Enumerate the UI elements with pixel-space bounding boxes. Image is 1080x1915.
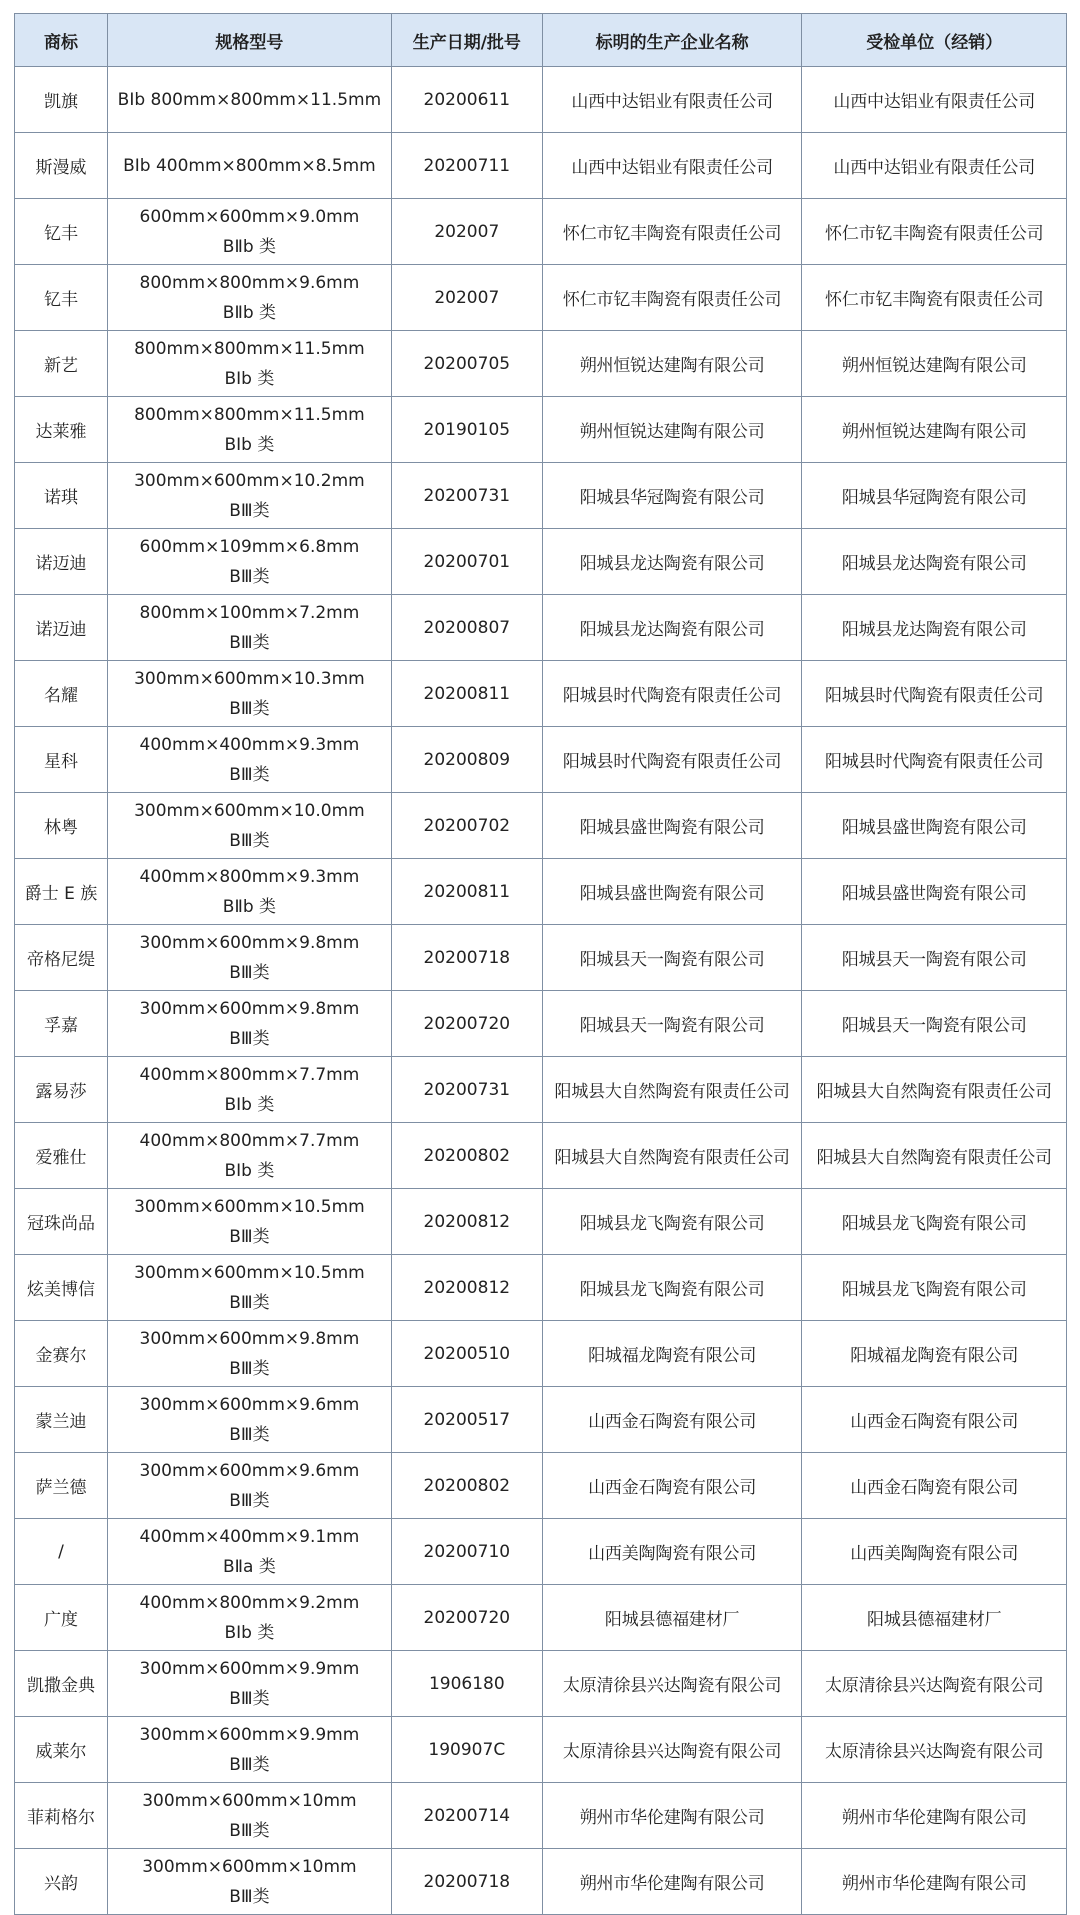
- cell-batch: 190907C: [391, 1717, 542, 1783]
- spec-line: BⅡb 类: [222, 236, 277, 257]
- cell-unit: 阳城县盛世陶瓷有限公司: [802, 859, 1067, 925]
- cell-maker: 太原清徐县兴达陶瓷有限公司: [542, 1651, 802, 1717]
- cell-maker: 阳城县盛世陶瓷有限公司: [542, 793, 802, 859]
- cell-maker: 山西金石陶瓷有限公司: [542, 1453, 802, 1519]
- cell-spec: [108, 661, 392, 727]
- cell-maker: 阳城县天一陶瓷有限公司: [542, 991, 802, 1057]
- spec-line: BⅢ类: [229, 1886, 270, 1907]
- table-row: [15, 661, 1067, 727]
- cell-maker: 阳城县天一陶瓷有限公司: [542, 925, 802, 991]
- cell-unit: 山西美陶陶瓷有限公司: [802, 1519, 1067, 1585]
- spec-line: 300mm×600mm×9.6mm: [139, 1394, 360, 1415]
- cell-brand: 林粤: [15, 793, 108, 859]
- cell-maker: 阳城县时代陶瓷有限责任公司: [542, 661, 802, 727]
- table-row: [15, 199, 1067, 265]
- cell-maker: 朔州市华伦建陶有限公司: [542, 1783, 802, 1849]
- cell-unit: 山西金石陶瓷有限公司: [802, 1453, 1067, 1519]
- cell-unit: 太原清徐县兴达陶瓷有限公司: [802, 1717, 1067, 1783]
- cell-batch: 20200812: [391, 1255, 542, 1321]
- table-row: [15, 67, 1067, 133]
- cell-spec: [108, 793, 392, 859]
- spec-line: 400mm×400mm×9.1mm: [139, 1526, 360, 1547]
- cell-maker: 朔州恒锐达建陶有限公司: [542, 331, 802, 397]
- cell-unit: 山西中达铝业有限责任公司: [802, 67, 1067, 133]
- cell-brand: 兴韵: [15, 1849, 108, 1915]
- cell-brand: 诺迈迪: [15, 595, 108, 661]
- table-row: [15, 793, 1067, 859]
- cell-spec: [108, 1849, 392, 1915]
- cell-spec: [108, 1387, 392, 1453]
- cell-spec: [108, 529, 392, 595]
- cell-batch: 20200731: [391, 463, 542, 529]
- cell-brand: /: [15, 1519, 108, 1585]
- cell-unit: 阳城县时代陶瓷有限责任公司: [802, 727, 1067, 793]
- header-row: [15, 14, 1067, 67]
- cell-spec: [108, 463, 392, 529]
- cell-maker: 朔州市华伦建陶有限公司: [542, 1849, 802, 1915]
- cell-batch: 20200711: [391, 133, 542, 199]
- cell-brand: 威莱尔: [15, 1717, 108, 1783]
- spec-line: 300mm×600mm×9.9mm: [139, 1658, 360, 1679]
- cell-brand: 爵士 E 族: [15, 859, 108, 925]
- cell-brand: 广度: [15, 1585, 108, 1651]
- cell-maker: 山西美陶陶瓷有限公司: [542, 1519, 802, 1585]
- cell-batch: 202007: [391, 265, 542, 331]
- cell-spec: [108, 1783, 392, 1849]
- cell-batch: 20190105: [391, 397, 542, 463]
- spec-line: 800mm×100mm×7.2mm: [139, 602, 360, 623]
- cell-unit: 阳城福龙陶瓷有限公司: [802, 1321, 1067, 1387]
- spec-line: BⅠb 类: [224, 1160, 275, 1181]
- cell-spec: [108, 1057, 392, 1123]
- table-row: [15, 397, 1067, 463]
- spec-line: BⅢ类: [229, 632, 270, 653]
- cell-brand: 帝格尼缇: [15, 925, 108, 991]
- spec-line: 600mm×109mm×6.8mm: [139, 536, 360, 557]
- cell-unit: 阳城县时代陶瓷有限责任公司: [802, 661, 1067, 727]
- spec-line: BⅢ类: [229, 1424, 270, 1445]
- cell-brand: 达莱雅: [15, 397, 108, 463]
- cell-spec: [108, 67, 392, 133]
- cell-maker: 太原清徐县兴达陶瓷有限公司: [542, 1717, 802, 1783]
- header-unit: 受检单位（经销）: [802, 14, 1067, 67]
- table-row: [15, 1387, 1067, 1453]
- cell-unit: 阳城县华冠陶瓷有限公司: [802, 463, 1067, 529]
- cell-batch: 20200720: [391, 1585, 542, 1651]
- spec-line: 300mm×600mm×10.3mm: [134, 668, 365, 689]
- cell-brand: 钇丰: [15, 199, 108, 265]
- header-maker: 标明的生产企业名称: [542, 14, 802, 67]
- cell-spec: [108, 1255, 392, 1321]
- spec-line: 300mm×600mm×9.6mm: [139, 1460, 360, 1481]
- cell-unit: 朔州恒锐达建陶有限公司: [802, 331, 1067, 397]
- cell-batch: 20200705: [391, 331, 542, 397]
- spec-line: BIb 400mm×800mm×8.5mm: [123, 155, 376, 176]
- spec-line: BⅢ类: [229, 962, 270, 983]
- table-row: [15, 727, 1067, 793]
- cell-batch: 20200811: [391, 859, 542, 925]
- table-row: [15, 1057, 1067, 1123]
- cell-unit: 山西金石陶瓷有限公司: [802, 1387, 1067, 1453]
- cell-spec: [108, 859, 392, 925]
- cell-unit: 阳城县天一陶瓷有限公司: [802, 925, 1067, 991]
- table-row: [15, 1453, 1067, 1519]
- spec-line: 300mm×600mm×10.0mm: [134, 800, 365, 821]
- spec-line: BⅢ类: [229, 1226, 270, 1247]
- cell-maker: 山西中达铝业有限责任公司: [542, 133, 802, 199]
- cell-maker: 阳城县龙飞陶瓷有限公司: [542, 1255, 802, 1321]
- cell-spec: [108, 925, 392, 991]
- table-row: [15, 595, 1067, 661]
- table-row: [15, 859, 1067, 925]
- table-row: [15, 1651, 1067, 1717]
- cell-unit: 怀仁市钇丰陶瓷有限责任公司: [802, 265, 1067, 331]
- cell-unit: 阳城县盛世陶瓷有限公司: [802, 793, 1067, 859]
- table-row: [15, 1585, 1067, 1651]
- table-row: [15, 991, 1067, 1057]
- cell-spec: [108, 1321, 392, 1387]
- table-row: [15, 1123, 1067, 1189]
- cell-maker: 阳城县龙达陶瓷有限公司: [542, 529, 802, 595]
- cell-maker: 阳城县大自然陶瓷有限责任公司: [542, 1057, 802, 1123]
- spec-line: BⅢ类: [229, 830, 270, 851]
- spec-line: 400mm×800mm×7.7mm: [139, 1130, 360, 1151]
- cell-unit: 阳城县大自然陶瓷有限责任公司: [802, 1123, 1067, 1189]
- header-batch: 生产日期/批号: [391, 14, 542, 67]
- table-row: [15, 1321, 1067, 1387]
- cell-brand: 金赛尔: [15, 1321, 108, 1387]
- table-row: [15, 529, 1067, 595]
- cell-spec: [108, 331, 392, 397]
- spec-line: BⅠb 类: [224, 1094, 275, 1115]
- table-row: [15, 1519, 1067, 1585]
- cell-unit: 太原清徐县兴达陶瓷有限公司: [802, 1651, 1067, 1717]
- cell-unit: 朔州市华伦建陶有限公司: [802, 1783, 1067, 1849]
- cell-brand: 炫美博信: [15, 1255, 108, 1321]
- header-brand: 商标: [15, 14, 108, 67]
- cell-maker: 阳城县华冠陶瓷有限公司: [542, 463, 802, 529]
- spec-line: BⅢ类: [229, 1028, 270, 1049]
- cell-spec: [108, 991, 392, 1057]
- cell-brand: 斯漫威: [15, 133, 108, 199]
- cell-batch: 20200517: [391, 1387, 542, 1453]
- cell-batch: 1906180: [391, 1651, 542, 1717]
- inspection-table: [14, 13, 1067, 1915]
- cell-maker: 山西中达铝业有限责任公司: [542, 67, 802, 133]
- table-row: [15, 1189, 1067, 1255]
- table-row: [15, 463, 1067, 529]
- cell-batch: 20200714: [391, 1783, 542, 1849]
- cell-brand: 名耀: [15, 661, 108, 727]
- cell-maker: 阳城县龙达陶瓷有限公司: [542, 595, 802, 661]
- spec-line: 300mm×600mm×10mm: [142, 1856, 357, 1877]
- cell-unit: 阳城县龙飞陶瓷有限公司: [802, 1189, 1067, 1255]
- cell-maker: 山西金石陶瓷有限公司: [542, 1387, 802, 1453]
- cell-batch: 20200802: [391, 1123, 542, 1189]
- cell-maker: 阳城县德福建材厂: [542, 1585, 802, 1651]
- cell-spec: [108, 1717, 392, 1783]
- cell-batch: 20200718: [391, 925, 542, 991]
- spec-line: BIb 800mm×800mm×11.5mm: [117, 89, 382, 110]
- cell-unit: 阳城县龙飞陶瓷有限公司: [802, 1255, 1067, 1321]
- spec-line: BⅢ类: [229, 566, 270, 587]
- cell-spec: [108, 1189, 392, 1255]
- table-row: [15, 265, 1067, 331]
- cell-spec: [108, 1585, 392, 1651]
- spec-line: BⅢ类: [229, 1688, 270, 1709]
- cell-maker: 阳城县龙飞陶瓷有限公司: [542, 1189, 802, 1255]
- table-row: [15, 1783, 1067, 1849]
- cell-brand: 孚嘉: [15, 991, 108, 1057]
- cell-batch: 20200720: [391, 991, 542, 1057]
- spec-line: BⅡa 类: [222, 1556, 276, 1577]
- cell-brand: 凯撒金典: [15, 1651, 108, 1717]
- cell-batch: 20200702: [391, 793, 542, 859]
- cell-unit: 山西中达铝业有限责任公司: [802, 133, 1067, 199]
- cell-spec: [108, 199, 392, 265]
- table-row: [15, 331, 1067, 397]
- spec-line: 600mm×600mm×9.0mm: [139, 206, 360, 227]
- cell-maker: 朔州恒锐达建陶有限公司: [542, 397, 802, 463]
- cell-unit: 阳城县龙达陶瓷有限公司: [802, 529, 1067, 595]
- spec-line: BⅢ类: [229, 698, 270, 719]
- spec-line: BⅢ类: [229, 1358, 270, 1379]
- cell-batch: 20200807: [391, 595, 542, 661]
- cell-unit: 阳城县龙达陶瓷有限公司: [802, 595, 1067, 661]
- table-body: [15, 67, 1067, 1915]
- cell-spec: [108, 1453, 392, 1519]
- cell-maker: 阳城福龙陶瓷有限公司: [542, 1321, 802, 1387]
- cell-maker: 阳城县大自然陶瓷有限责任公司: [542, 1123, 802, 1189]
- cell-maker: 怀仁市钇丰陶瓷有限责任公司: [542, 265, 802, 331]
- cell-brand: 诺迈迪: [15, 529, 108, 595]
- spec-line: BIb 类: [224, 434, 275, 455]
- spec-line: 400mm×800mm×9.3mm: [139, 866, 360, 887]
- spec-line: BⅡb 类: [222, 896, 277, 917]
- cell-batch: 202007: [391, 199, 542, 265]
- table-row: [15, 1717, 1067, 1783]
- spec-line: BⅢ类: [229, 1754, 270, 1775]
- cell-spec: [108, 727, 392, 793]
- cell-spec: [108, 1123, 392, 1189]
- spec-line: 300mm×600mm×10mm: [142, 1790, 357, 1811]
- spec-line: 800mm×800mm×11.5mm: [134, 338, 365, 359]
- cell-brand: 凯旗: [15, 67, 108, 133]
- spec-line: BIb 类: [224, 368, 275, 389]
- spec-line: 400mm×800mm×7.7mm: [139, 1064, 360, 1085]
- cell-brand: 菲莉格尔: [15, 1783, 108, 1849]
- cell-brand: 冠珠尚品: [15, 1189, 108, 1255]
- table-header: [15, 14, 1067, 67]
- cell-spec: [108, 1651, 392, 1717]
- cell-unit: 阳城县大自然陶瓷有限责任公司: [802, 1057, 1067, 1123]
- spec-line: 800mm×800mm×11.5mm: [134, 404, 365, 425]
- cell-spec: [108, 595, 392, 661]
- cell-unit: 朔州市华伦建陶有限公司: [802, 1849, 1067, 1915]
- cell-batch: 20200718: [391, 1849, 542, 1915]
- cell-spec: [108, 397, 392, 463]
- spec-line: 800mm×800mm×9.6mm: [139, 272, 360, 293]
- spec-line: 300mm×600mm×9.9mm: [139, 1724, 360, 1745]
- cell-brand: 萨兰德: [15, 1453, 108, 1519]
- cell-brand: 新艺: [15, 331, 108, 397]
- spec-line: 300mm×600mm×9.8mm: [139, 998, 360, 1019]
- spec-line: 300mm×600mm×10.2mm: [134, 470, 365, 491]
- spec-line: 300mm×600mm×10.5mm: [134, 1262, 365, 1283]
- cell-batch: 20200809: [391, 727, 542, 793]
- cell-brand: 爱雅仕: [15, 1123, 108, 1189]
- cell-spec: [108, 1519, 392, 1585]
- cell-batch: 20200802: [391, 1453, 542, 1519]
- cell-batch: 20200710: [391, 1519, 542, 1585]
- cell-maker: 阳城县时代陶瓷有限责任公司: [542, 727, 802, 793]
- cell-batch: 20200811: [391, 661, 542, 727]
- spec-line: 300mm×600mm×10.5mm: [134, 1196, 365, 1217]
- spec-line: 300mm×600mm×9.8mm: [139, 1328, 360, 1349]
- table-row: [15, 133, 1067, 199]
- cell-maker: 阳城县盛世陶瓷有限公司: [542, 859, 802, 925]
- spec-line: BⅡb 类: [222, 302, 277, 323]
- cell-batch: 20200510: [391, 1321, 542, 1387]
- spec-line: BⅠb 类: [224, 1622, 275, 1643]
- cell-unit: 阳城县德福建材厂: [802, 1585, 1067, 1651]
- spec-line: 400mm×800mm×9.2mm: [139, 1592, 360, 1613]
- header-spec: 规格型号: [108, 14, 392, 67]
- cell-batch: 20200611: [391, 67, 542, 133]
- cell-brand: 蒙兰迪: [15, 1387, 108, 1453]
- cell-brand: 星科: [15, 727, 108, 793]
- cell-brand: 钇丰: [15, 265, 108, 331]
- spec-line: BⅢ类: [229, 1292, 270, 1313]
- cell-batch: 20200812: [391, 1189, 542, 1255]
- spec-line: 300mm×600mm×9.8mm: [139, 932, 360, 953]
- cell-batch: 20200731: [391, 1057, 542, 1123]
- table-row: [15, 1255, 1067, 1321]
- cell-brand: 露易莎: [15, 1057, 108, 1123]
- cell-unit: 阳城县天一陶瓷有限公司: [802, 991, 1067, 1057]
- spec-line: BⅢ类: [229, 500, 270, 521]
- table-row: [15, 1849, 1067, 1915]
- spec-line: 400mm×400mm×9.3mm: [139, 734, 360, 755]
- cell-maker: 怀仁市钇丰陶瓷有限责任公司: [542, 199, 802, 265]
- cell-spec: [108, 133, 392, 199]
- cell-brand: 诺琪: [15, 463, 108, 529]
- cell-spec: [108, 265, 392, 331]
- spec-line: BⅢ类: [229, 1490, 270, 1511]
- spec-line: BⅢ类: [229, 764, 270, 785]
- spec-line: BⅢ类: [229, 1820, 270, 1841]
- cell-unit: 怀仁市钇丰陶瓷有限责任公司: [802, 199, 1067, 265]
- table-row: [15, 925, 1067, 991]
- cell-unit: 朔州恒锐达建陶有限公司: [802, 397, 1067, 463]
- cell-batch: 20200701: [391, 529, 542, 595]
